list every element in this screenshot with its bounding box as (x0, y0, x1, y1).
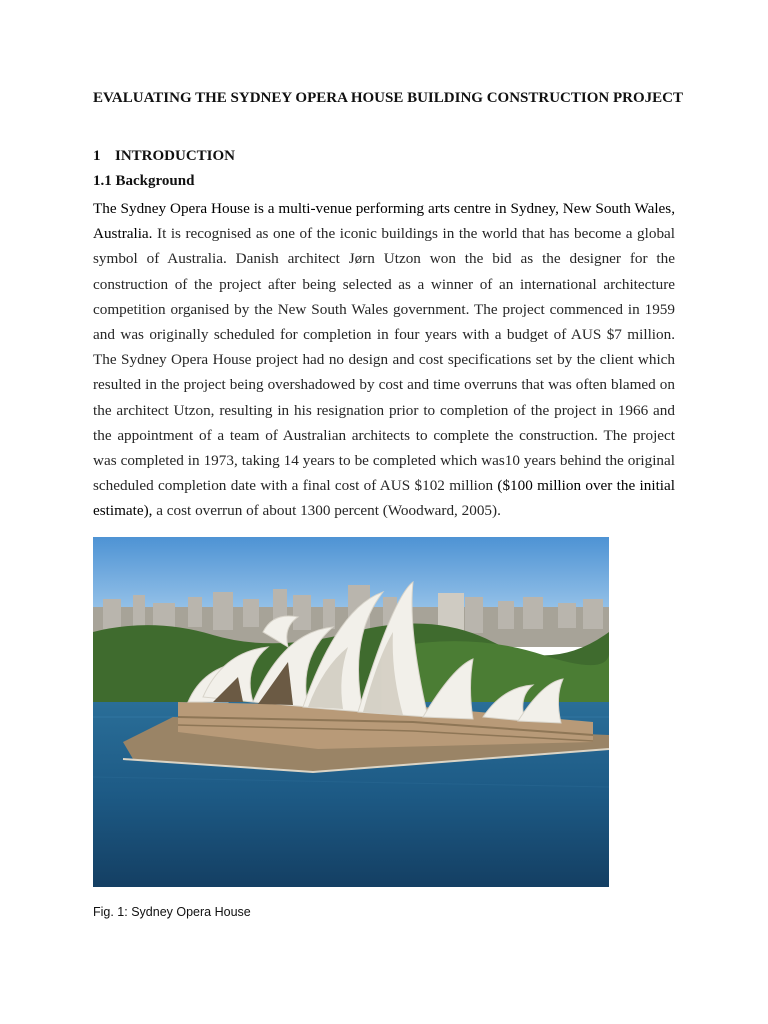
background-paragraph (93, 196, 675, 524)
paragraph-part-3: ($100 million over the initial estimate), (93, 477, 675, 520)
section-number: 1 (93, 148, 101, 164)
section-heading (93, 146, 235, 166)
subsection-heading: 1.1 Background (93, 173, 195, 189)
paragraph-part-2: It is recognised as one of the iconic buildings in the world that has become a global symbol of Australia. Danish architect Jørn Utzon won the bid as the designer for the construction of the project after being selected as a winner of an international architecture competition organised by the New South Wales government. The project commenced in 1959 and was originally scheduled for completion in four years with a budget of AUS $7 million. The Sydney Opera House project had no design and cost specifications set by the client which resulted in the project being overshadowed by cost and time overruns that was often blamed on the architect Utzon, resulting in his resignation prior to completion of the project in 1966 and the appointment of a team of Australian architects to complete the construction. The project was completed in 1973, taking 14 years to be completed which was10 years behind the original scheduled completion date with a final cost of AUS $102 million (93, 225, 675, 495)
paragraph-part-4: a cost overrun of about 1300 percent (Woodward, 2005). (152, 502, 501, 520)
figure-caption: Fig. 1: Sydney Opera House (93, 905, 251, 919)
document-title: EVALUATING THE SYDNEY OPERA HOUSE BUILDING CONSTRUCTION PROJECT (93, 90, 683, 106)
paragraph-part-1: The Sydney Opera House is a multi-venue performing arts centre in Sydney, New South Wales, Australia. (93, 200, 675, 243)
section-title: INTRODUCTION (115, 148, 236, 164)
opera-house-photo (93, 537, 609, 887)
